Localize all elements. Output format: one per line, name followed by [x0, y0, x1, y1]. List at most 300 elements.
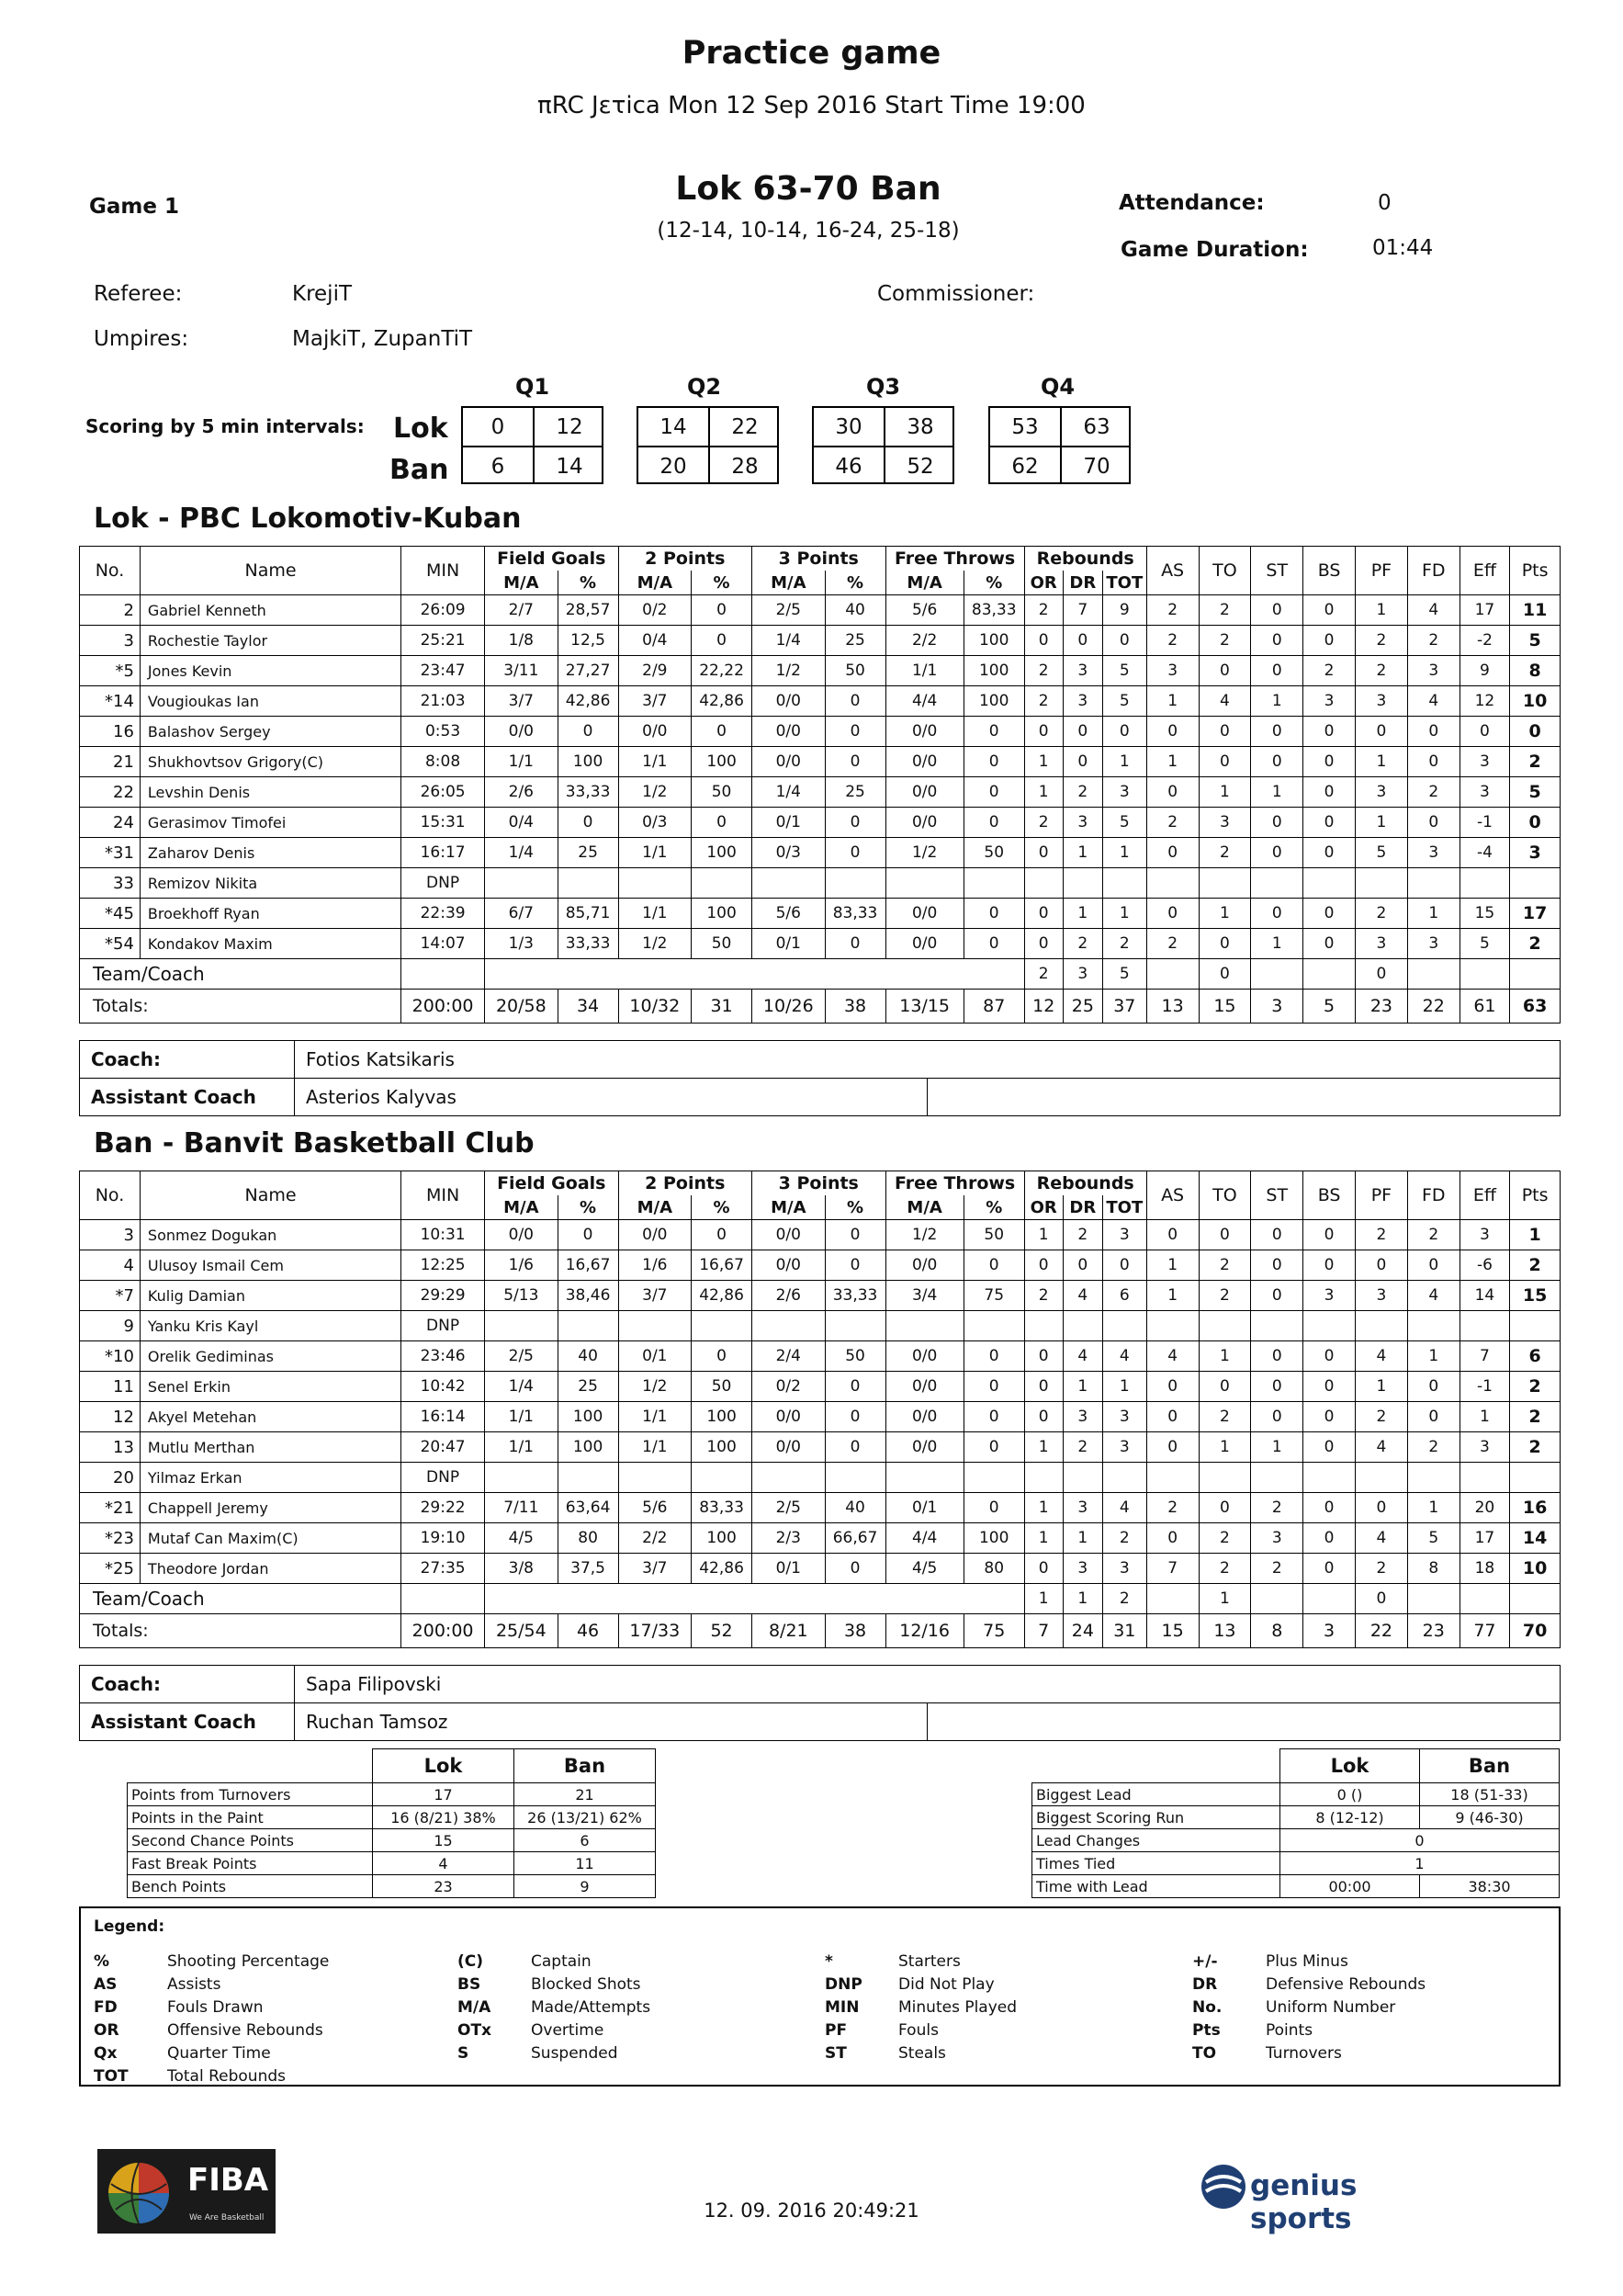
col-header-no: No. [80, 1171, 141, 1220]
player-p3-ma: 1/4 [752, 777, 826, 808]
player-p2-ma: 1/2 [618, 777, 692, 808]
col-header-3-points: 3 Points [752, 1171, 885, 1196]
player-p2-ma: 0/0 [618, 1220, 692, 1250]
player-dr: 1 [1063, 899, 1102, 929]
legend-item [94, 1952, 329, 1971]
player-st: 0 [1251, 656, 1303, 686]
team-stat-team1: 17 [373, 1783, 514, 1806]
player-bs: 0 [1303, 808, 1356, 838]
interval-cell: 53 [1011, 415, 1039, 439]
player-min: 20:47 [401, 1432, 485, 1463]
duration-label: Game Duration: [1121, 238, 1309, 262]
player-pts: 2 [1510, 1372, 1561, 1402]
player-no: 33 [80, 868, 141, 899]
player-dr: 3 [1063, 656, 1102, 686]
player-p3-ma: 1/4 [752, 626, 826, 656]
legend-item [94, 1975, 220, 1994]
player-p3-pct: 0 [825, 838, 885, 868]
print-timestamp: 12. 09. 2016 20:49:21 [704, 2200, 919, 2222]
player-fd: 0 [1407, 747, 1460, 777]
legend-desc: Quarter Time [167, 2044, 271, 2063]
totals-or: 12 [1024, 990, 1063, 1024]
legend-key: ST [825, 2044, 847, 2063]
empty-cell [885, 1463, 964, 1493]
team1-title: Lok - PBC Lokomotiv-Kuban [94, 503, 522, 535]
col-header-to: TO [1199, 1171, 1251, 1220]
player-ft-pct: 0 [964, 1493, 1024, 1523]
col-header-st: ST [1251, 547, 1303, 595]
legend-box [79, 1906, 1561, 2087]
player-min: 27:35 [401, 1554, 485, 1584]
team-coach-dr: 3 [1063, 959, 1102, 990]
player-pf: 2 [1356, 1554, 1408, 1584]
empty-cell [485, 1463, 558, 1493]
player-to: 0 [1199, 656, 1251, 686]
totals-to: 13 [1199, 1614, 1251, 1648]
team-stats-right [1031, 1748, 1560, 1898]
player-pf: 3 [1356, 686, 1408, 717]
interval-cell: 0 [490, 415, 505, 439]
totals-fd: 23 [1407, 1614, 1460, 1648]
team-stats-left [127, 1748, 656, 1898]
player-tot: 4 [1102, 1341, 1146, 1372]
legend-desc: Overtime [531, 2021, 604, 2040]
col-subheader-ma: M/A [752, 1195, 826, 1220]
team-stat-row [1032, 1875, 1560, 1898]
player-fd: 0 [1407, 1402, 1460, 1432]
player-row [80, 626, 1561, 656]
player-tot: 5 [1102, 656, 1146, 686]
player-name: Shukhovtsov Grigory(C) [140, 747, 400, 777]
col-header-eff: Eff [1460, 1171, 1510, 1220]
empty-cell [964, 868, 1024, 899]
legend-key: S [457, 2044, 469, 2063]
player-bs: 2 [1303, 656, 1356, 686]
player-st: 0 [1251, 1220, 1303, 1250]
player-p2-pct: 100 [692, 747, 752, 777]
interval-cell: 52 [907, 455, 934, 479]
totals-fg-ma: 20/58 [485, 990, 558, 1024]
team-stat-row [128, 1875, 656, 1898]
player-fg-ma: 0/4 [485, 808, 558, 838]
player-name: Yilmaz Erkan [140, 1463, 400, 1493]
player-pts: 15 [1510, 1281, 1561, 1311]
team-stat-label: Biggest Scoring Run [1032, 1806, 1280, 1829]
player-min: 29:22 [401, 1493, 485, 1523]
col-subheader-pct: % [558, 571, 618, 595]
player-bs: 0 [1303, 626, 1356, 656]
col-header-field-goals: Field Goals [485, 547, 618, 571]
player-min: 16:14 [401, 1402, 485, 1432]
player-p3-pct: 83,33 [825, 899, 885, 929]
player-no: 21 [80, 747, 141, 777]
team-stat-label: Lead Changes [1032, 1829, 1280, 1852]
col-subheader-pct: % [825, 1195, 885, 1220]
player-p3-ma: 0/1 [752, 808, 826, 838]
team2-coach-table [79, 1665, 1561, 1741]
player-bs: 0 [1303, 899, 1356, 929]
player-ft-pct: 50 [964, 1220, 1024, 1250]
player-fd: 3 [1407, 838, 1460, 868]
player-name: Jones Kevin [140, 656, 400, 686]
player-p3-ma: 0/1 [752, 1554, 826, 1584]
player-p2-ma: 1/6 [618, 1250, 692, 1281]
legend-key: MIN [825, 1998, 860, 2017]
player-fg-pct: 37,5 [558, 1554, 618, 1584]
player-st: 1 [1251, 777, 1303, 808]
player-ft-pct: 100 [964, 686, 1024, 717]
col-header-fd: FD [1407, 1171, 1460, 1220]
player-ft-ma: 4/5 [885, 1554, 964, 1584]
interval-cell: 28 [731, 455, 759, 479]
player-p3-pct: 33,33 [825, 1281, 885, 1311]
player-min: 25:21 [401, 626, 485, 656]
col-subheader-pct: % [964, 571, 1024, 595]
team-stat-label: Time with Lead [1032, 1875, 1280, 1898]
player-min: DNP [401, 1463, 485, 1493]
player-bs: 0 [1303, 838, 1356, 868]
player-eff: 3 [1460, 1220, 1510, 1250]
player-bs: 0 [1303, 595, 1356, 626]
legend-desc: Steals [898, 2044, 946, 2063]
totals-pts: 70 [1510, 1614, 1561, 1648]
player-pts: 8 [1510, 656, 1561, 686]
player-p3-pct: 66,67 [825, 1523, 885, 1554]
player-ft-pct: 50 [964, 838, 1024, 868]
player-fg-ma: 3/7 [485, 686, 558, 717]
stats-header-blank [1032, 1749, 1280, 1783]
player-st: 0 [1251, 1372, 1303, 1402]
totals-p3-pct: 38 [825, 990, 885, 1024]
col-header-pf: PF [1356, 1171, 1408, 1220]
interval-cell: 62 [1011, 455, 1039, 479]
player-no: *45 [80, 899, 141, 929]
player-as: 0 [1146, 1220, 1199, 1250]
player-ft-ma: 0/0 [885, 899, 964, 929]
player-fd: 2 [1407, 1220, 1460, 1250]
player-min: 23:47 [401, 656, 485, 686]
player-ft-pct: 0 [964, 1402, 1024, 1432]
col-header-min: MIN [401, 547, 485, 595]
legend-item [457, 1952, 592, 1971]
player-eff: 17 [1460, 1523, 1510, 1554]
player-p2-pct: 50 [692, 777, 752, 808]
totals-ft-pct: 87 [964, 990, 1024, 1024]
player-dr: 7 [1063, 595, 1102, 626]
interval-cell: 63 [1083, 415, 1110, 439]
legend-desc: Uniform Number [1266, 1998, 1396, 2017]
legend-key: DNP [825, 1975, 862, 1994]
final-score: Lok 63-70 Ban [675, 170, 941, 208]
player-tot: 3 [1102, 1432, 1146, 1463]
team-stat-team2: 21 [514, 1783, 656, 1806]
player-p3-ma: 0/0 [752, 686, 826, 717]
player-bs: 0 [1303, 1554, 1356, 1584]
empty-cell [1102, 1311, 1146, 1341]
player-as: 0 [1146, 777, 1199, 808]
player-p3-pct: 0 [825, 1432, 885, 1463]
player-name: Zaharov Denis [140, 838, 400, 868]
player-bs: 3 [1303, 1281, 1356, 1311]
player-fg-pct: 42,86 [558, 686, 618, 717]
player-pts: 16 [1510, 1493, 1561, 1523]
player-fg-pct: 85,71 [558, 899, 618, 929]
player-fd: 8 [1407, 1554, 1460, 1584]
team-stat-row [1032, 1829, 1560, 1852]
referee-value: KrejiT [292, 282, 353, 306]
totals-st: 3 [1251, 990, 1303, 1024]
empty-cell [825, 868, 885, 899]
col-header-pts: Pts [1510, 547, 1561, 595]
player-no: 20 [80, 1463, 141, 1493]
player-pts: 17 [1510, 899, 1561, 929]
player-to: 0 [1199, 747, 1251, 777]
player-p2-ma: 1/2 [618, 929, 692, 959]
player-as: 0 [1146, 899, 1199, 929]
player-ft-pct: 0 [964, 1432, 1024, 1463]
totals-p3-ma: 8/21 [752, 1614, 826, 1648]
empty-cell [618, 868, 692, 899]
player-fg-pct: 33,33 [558, 777, 618, 808]
legend-desc: Captain [531, 1952, 592, 1971]
player-p2-pct: 42,86 [692, 1554, 752, 1584]
player-min: 21:03 [401, 686, 485, 717]
assistant-coach-blank [928, 1703, 1561, 1741]
player-p2-pct: 42,86 [692, 686, 752, 717]
empty-cell [1460, 1463, 1510, 1493]
stats-header-left-team1: Lok [373, 1749, 514, 1783]
player-ft-ma: 2/2 [885, 626, 964, 656]
totals-p2-ma: 17/33 [618, 1614, 692, 1648]
team-stat-row [128, 1829, 656, 1852]
player-min: 0:53 [401, 717, 485, 747]
totals-row [80, 1614, 1561, 1648]
col-header-rebounds: Rebounds [1024, 1171, 1146, 1196]
totals-row [80, 990, 1561, 1024]
player-ft-pct: 100 [964, 626, 1024, 656]
player-as: 2 [1146, 808, 1199, 838]
player-st: 0 [1251, 899, 1303, 929]
player-row [80, 595, 1561, 626]
player-p2-ma: 1/1 [618, 899, 692, 929]
team-stat-label: Points from Turnovers [128, 1783, 373, 1806]
totals-pf: 22 [1356, 1614, 1408, 1648]
player-pf: 2 [1356, 899, 1408, 929]
player-no: *54 [80, 929, 141, 959]
coach-name: Sapa Filipovski [295, 1666, 1561, 1703]
col-header-2-points: 2 Points [618, 547, 751, 571]
attendance-label: Attendance: [1119, 191, 1265, 215]
team-coach-label: Team/Coach [80, 1584, 401, 1614]
player-to: 1 [1199, 1341, 1251, 1372]
fiba-tagline: We Are Basketball [189, 2213, 265, 2222]
stats-header-left-team2: Ban [514, 1749, 656, 1783]
player-p3-pct: 50 [825, 656, 885, 686]
player-p3-ma: 0/3 [752, 838, 826, 868]
player-ft-ma: 0/0 [885, 1372, 964, 1402]
player-fg-ma: 1/1 [485, 1402, 558, 1432]
player-row [80, 868, 1561, 899]
player-st: 1 [1251, 1432, 1303, 1463]
player-ft-ma: 1/2 [885, 1220, 964, 1250]
player-p3-ma: 2/4 [752, 1341, 826, 1372]
empty-cell [1063, 1311, 1102, 1341]
team-stat-label: Biggest Lead [1032, 1783, 1280, 1806]
player-name: Theodore Jordan [140, 1554, 400, 1584]
player-st: 0 [1251, 747, 1303, 777]
player-eff: 14 [1460, 1281, 1510, 1311]
player-p2-ma: 0/1 [618, 1341, 692, 1372]
player-dr: 0 [1063, 717, 1102, 747]
player-p2-pct: 16,67 [692, 1250, 752, 1281]
player-eff: -6 [1460, 1250, 1510, 1281]
empty-cell [1356, 1463, 1408, 1493]
empty-cell [618, 1463, 692, 1493]
player-p3-ma: 2/3 [752, 1523, 826, 1554]
player-as: 2 [1146, 929, 1199, 959]
legend-desc: Suspended [531, 2044, 618, 2063]
empty-cell [558, 1311, 618, 1341]
legend-key: OTx [457, 2021, 492, 2040]
col-subheader-ma: M/A [885, 571, 964, 595]
player-name: Orelik Gediminas [140, 1341, 400, 1372]
player-p2-pct: 100 [692, 838, 752, 868]
player-eff: 7 [1460, 1341, 1510, 1372]
empty-cell [1407, 1311, 1460, 1341]
player-st: 2 [1251, 1493, 1303, 1523]
player-dr: 2 [1063, 1220, 1102, 1250]
team-stat-label: Times Tied [1032, 1852, 1280, 1875]
player-fg-ma: 1/1 [485, 1432, 558, 1463]
col-subheader-or: OR [1024, 571, 1063, 595]
player-tot: 1 [1102, 899, 1146, 929]
player-no: 22 [80, 777, 141, 808]
player-p2-pct: 0 [692, 717, 752, 747]
totals-eff: 61 [1460, 990, 1510, 1024]
player-fd: 1 [1407, 1341, 1460, 1372]
intervals-label: Scoring by 5 min intervals: [85, 415, 365, 437]
player-ft-ma: 4/4 [885, 686, 964, 717]
player-min: 16:17 [401, 838, 485, 868]
empty-cell [618, 1311, 692, 1341]
player-ft-pct: 100 [964, 1523, 1024, 1554]
player-p2-ma: 0/0 [618, 717, 692, 747]
player-dr: 1 [1063, 1523, 1102, 1554]
player-or: 1 [1024, 747, 1063, 777]
totals-pts: 63 [1510, 990, 1561, 1024]
totals-min: 200:00 [401, 1614, 485, 1648]
player-name: Balashov Sergey [140, 717, 400, 747]
legend-item [1192, 1952, 1348, 1971]
interval-box-q4 [988, 406, 1131, 484]
player-no: 9 [80, 1311, 141, 1341]
player-p2-pct: 50 [692, 929, 752, 959]
player-to: 2 [1199, 1250, 1251, 1281]
col-subheader-tot: TOT [1102, 1195, 1146, 1220]
player-fg-ma: 1/8 [485, 626, 558, 656]
empty-cell [1199, 868, 1251, 899]
player-fg-ma: 1/4 [485, 838, 558, 868]
player-st: 0 [1251, 1281, 1303, 1311]
player-pts: 2 [1510, 747, 1561, 777]
player-ft-pct: 0 [964, 1341, 1024, 1372]
col-subheader-pct: % [692, 571, 752, 595]
empty-cell [692, 868, 752, 899]
player-eff: 1 [1460, 1402, 1510, 1432]
player-eff: -4 [1460, 838, 1510, 868]
empty-cell [1303, 1463, 1356, 1493]
legend-item [94, 2021, 323, 2040]
q2-label: Q2 [687, 374, 722, 400]
player-no: 12 [80, 1402, 141, 1432]
team-stat-team1: 0 () [1280, 1783, 1420, 1806]
team-stat-team2: 9 [514, 1875, 656, 1898]
empty-cell [485, 1311, 558, 1341]
player-pf: 2 [1356, 1220, 1408, 1250]
player-p2-ma: 3/7 [618, 1281, 692, 1311]
player-fg-pct: 63,64 [558, 1493, 618, 1523]
player-fg-pct: 38,46 [558, 1281, 618, 1311]
player-ft-ma: 0/0 [885, 1402, 964, 1432]
player-as: 1 [1146, 1250, 1199, 1281]
player-as: 3 [1146, 656, 1199, 686]
col-header-to: TO [1199, 547, 1251, 595]
legend-desc: Minutes Played [898, 1998, 1018, 2017]
player-fg-pct: 100 [558, 747, 618, 777]
player-or: 2 [1024, 656, 1063, 686]
intervals-team2: Ban [389, 454, 449, 486]
legend-key: TOT [94, 2067, 129, 2086]
player-bs: 0 [1303, 1523, 1356, 1554]
player-p2-ma: 2/9 [618, 656, 692, 686]
totals-label: Totals: [80, 990, 401, 1024]
empty-cell [1510, 868, 1561, 899]
player-st: 0 [1251, 717, 1303, 747]
player-to: 2 [1199, 1281, 1251, 1311]
player-p3-pct: 0 [825, 1250, 885, 1281]
legend-key: (C) [457, 1952, 484, 1971]
player-fd: 5 [1407, 1523, 1460, 1554]
team2-boxscore-table [79, 1171, 1561, 1648]
col-header-2-points: 2 Points [618, 1171, 751, 1196]
empty-cell [1510, 1584, 1561, 1614]
totals-tot: 31 [1102, 1614, 1146, 1648]
player-or: 0 [1024, 899, 1063, 929]
totals-fg-pct: 34 [558, 990, 618, 1024]
interval-cell: 30 [835, 415, 862, 439]
player-eff: 5 [1460, 929, 1510, 959]
empty-cell [1510, 959, 1561, 990]
player-bs: 0 [1303, 777, 1356, 808]
player-pf: 2 [1356, 656, 1408, 686]
attendance-value: 0 [1378, 191, 1392, 215]
player-fg-ma: 5/13 [485, 1281, 558, 1311]
player-row [80, 808, 1561, 838]
player-min: 26:05 [401, 777, 485, 808]
empty-cell [1460, 868, 1510, 899]
player-fg-ma: 2/7 [485, 595, 558, 626]
player-name: Levshin Denis [140, 777, 400, 808]
legend-desc: Shooting Percentage [167, 1952, 330, 1971]
player-p3-pct: 0 [825, 1554, 885, 1584]
player-pts: 11 [1510, 595, 1561, 626]
totals-min: 200:00 [401, 990, 485, 1024]
empty-cell [1303, 1311, 1356, 1341]
player-fg-ma: 6/7 [485, 899, 558, 929]
team-stat-team1: 4 [373, 1852, 514, 1875]
player-to: 2 [1199, 1402, 1251, 1432]
player-no: 24 [80, 808, 141, 838]
